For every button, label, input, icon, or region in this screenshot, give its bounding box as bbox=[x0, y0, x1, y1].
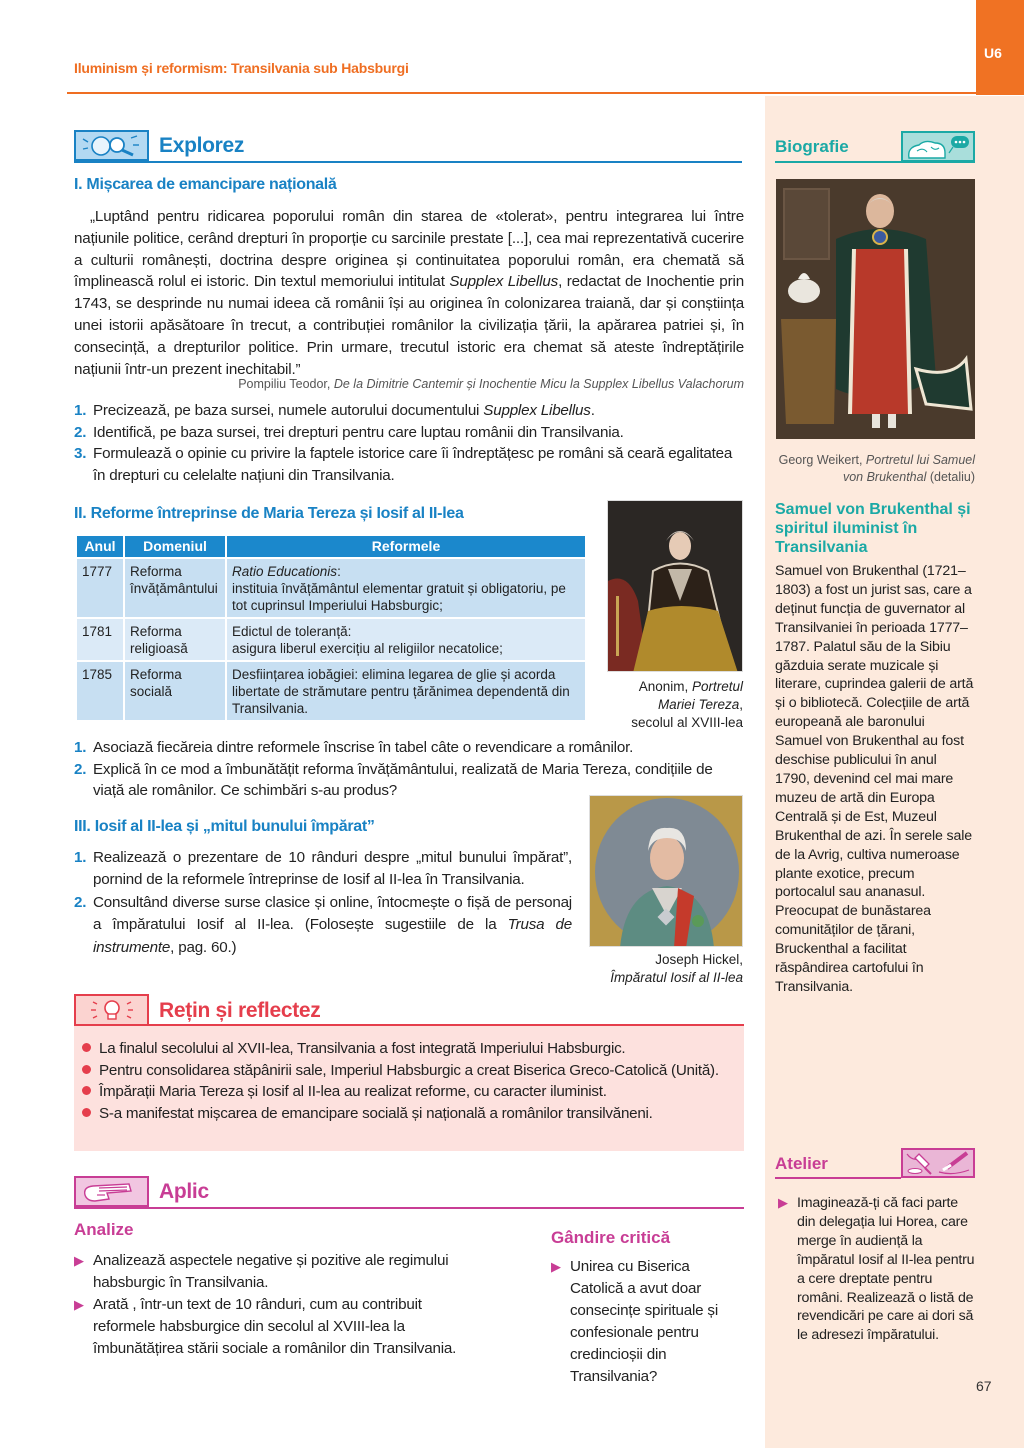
section-heading-1: I. Mișcarea de emancipare națională bbox=[74, 176, 337, 193]
analize-item bbox=[74, 1250, 469, 1294]
cell-year: 1777 bbox=[77, 559, 123, 617]
question-item bbox=[74, 892, 572, 959]
caption-author: Georg Weikert, bbox=[778, 453, 866, 467]
maria-tereza-caption bbox=[600, 678, 743, 732]
retin-divider bbox=[74, 1024, 744, 1026]
quote-text: „Luptând pentru ridicarea poporului român din starea de «tolerat», pentru integrarea lui între națiunile politice, cerând drepturi în proporție cu sarcinile prestate [...], cea mai reprezentativă cucerire a culturii românești, doctrina despre originea și continuitatea poporului român, era chemată să împlinească rolul ei istoric. Din textul memoriului intitulat bbox=[74, 208, 744, 291]
iosif-portrait bbox=[589, 795, 743, 947]
reform-title-suffix: : bbox=[337, 564, 341, 579]
bullet-item bbox=[82, 1038, 742, 1060]
source-title: De la Dimitrie Cantemir și Inochentie Micu la Supplex Libellus Valachorum bbox=[333, 377, 744, 391]
triangle-bullet-icon: ▶ bbox=[778, 1195, 788, 1210]
explorez-divider bbox=[74, 161, 742, 163]
caption-title: Portretul Mariei Tereza bbox=[657, 679, 743, 712]
painting-tools-icon bbox=[901, 1148, 975, 1178]
cell-reform bbox=[227, 662, 585, 720]
source-author: Pompiliu Teodor, bbox=[238, 377, 334, 391]
caption-date: secolul al XVIII-lea bbox=[631, 715, 743, 730]
section-heading-2: II. Reforme întreprinse de Maria Tereza și Iosif al II-lea bbox=[74, 505, 464, 522]
question-text: Formulează o opinie cu privire la faptele istorice care îi îndreptățesc pe români să ceară egalitatea în drepturi cu celelalte națiuni din Transilvania. bbox=[93, 445, 733, 484]
question-number: 2. bbox=[74, 423, 87, 441]
retin-header bbox=[74, 994, 321, 1026]
bullet-text: Împărații Maria Tereza și Iosif al II-lea au realizat reforme, cu caracter iluminist. bbox=[99, 1083, 607, 1100]
biografie-divider bbox=[775, 161, 975, 163]
question-item bbox=[74, 400, 744, 422]
bullet-item bbox=[82, 1081, 742, 1103]
quote-text: , redactat de Inochentie prin 1743, se desprinde nu numai ideea că românii își au originea în colonizarea traiană, dar și conștiința unei istorii apăsătoare în trecut, a contribuției românilor la civilizația țării, la apărarea patriei și, în consecință, a drepturilor politice. Prin urmare, trecutul istoric era chemat să ateste îndreptățirile națiunii într-un prezent inechitabil.” bbox=[74, 273, 744, 378]
question-number: 1. bbox=[74, 739, 87, 756]
gandire-list bbox=[551, 1256, 741, 1388]
gandire-item bbox=[551, 1256, 741, 1388]
cell-year: 1785 bbox=[77, 662, 123, 720]
table-row bbox=[77, 662, 585, 720]
table-header-year: Anul bbox=[77, 536, 123, 557]
gandire-heading: Gândire critică bbox=[551, 1228, 671, 1247]
question-italic: Trusa de instrumente bbox=[93, 916, 572, 956]
atelier-divider bbox=[775, 1177, 901, 1179]
atelier-text: Imaginează-ți că faci parte din delegația lui Horea, care merge în audiență la împăratul Iosif al II-lea pentru a cere dreptate pentru români. Realizează o listă de revendicări pe care ai dori să le adresezi împăratului. bbox=[797, 1195, 975, 1344]
table-header-domain: Domeniul bbox=[125, 536, 225, 557]
biografie-label: Biografie bbox=[775, 137, 849, 156]
reform-text: instituia învățământul elementar gratuit și obligatoriu, pe tot cuprinsul Imperiului Habsburgic; bbox=[232, 581, 566, 613]
caption-text: , bbox=[739, 697, 743, 712]
question-text: . bbox=[590, 402, 595, 419]
bullet-dot bbox=[82, 1065, 91, 1074]
cell-year: 1781 bbox=[77, 619, 123, 660]
writing-hand-icon bbox=[74, 1176, 149, 1207]
maria-tereza-portrait bbox=[607, 500, 743, 672]
analize-text: Arată , într-un text de 10 rânduri, cum au contribuit reformele habsburgice din secolul al XVIII-lea la îmbunătățirea stării sociale a românilor din Transilvania. bbox=[93, 1296, 457, 1357]
caption-title: Împăratul Iosif al II-lea bbox=[610, 970, 743, 985]
section2-questions bbox=[74, 737, 744, 802]
section1-questions bbox=[74, 400, 744, 486]
caption-text: (detaliu) bbox=[926, 470, 975, 484]
aplic-divider bbox=[74, 1207, 744, 1209]
question-number: 2. bbox=[74, 893, 87, 911]
triangle-bullet-icon: ▶ bbox=[74, 1253, 84, 1268]
question-text: Identifică, pe baza sursei, trei drepturi pentru care luptau românii din Transilvania. bbox=[93, 423, 624, 441]
gandire-text: Unirea cu Biserica Catolică a avut doar consecințe spirituale și confesionale pentru credincioșii din Transilvania? bbox=[570, 1258, 718, 1385]
lightbulb-icon bbox=[74, 994, 149, 1026]
question-number: 1. bbox=[74, 402, 87, 419]
question-number: 2. bbox=[74, 760, 87, 778]
analize-item bbox=[74, 1294, 469, 1360]
section-heading-3: III. Iosif al II-lea și „mitul bunului împărat” bbox=[74, 818, 375, 835]
caption-author: Joseph Hickel, bbox=[655, 952, 743, 967]
atelier-item bbox=[778, 1194, 978, 1345]
bullet-dot bbox=[82, 1043, 91, 1052]
question-item bbox=[74, 737, 744, 759]
quote-italic: Supplex Libellus bbox=[449, 273, 559, 291]
question-item bbox=[74, 847, 572, 892]
analize-heading: Analize bbox=[74, 1220, 134, 1239]
brukenthal-caption bbox=[776, 452, 975, 486]
atelier-list bbox=[778, 1194, 978, 1345]
section3-questions bbox=[74, 847, 572, 959]
question-item bbox=[74, 443, 744, 486]
unit-label: U6 bbox=[984, 45, 1002, 61]
bullet-item bbox=[82, 1060, 742, 1082]
cell-domain: Reforma socială bbox=[125, 662, 225, 720]
brukenthal-portrait bbox=[776, 179, 975, 439]
question-text: Explică în ce mod a îmbunătățit reforma învățământului, realizată de Maria Tereza, condițiile de viață ale românilor. Ce schimbări s-au produs? bbox=[93, 760, 713, 799]
reform-title: Edictul de toleranță: bbox=[232, 624, 352, 639]
magnifier-globe-icon bbox=[74, 130, 149, 161]
aplic-header bbox=[74, 1176, 209, 1207]
question-text: Precizează, pe baza sursei, numele autorului documentului bbox=[93, 402, 484, 419]
caption-title: Portretul lui Samuel von Brukenthal bbox=[842, 453, 975, 484]
bullet-dot bbox=[82, 1086, 91, 1095]
header-divider bbox=[67, 92, 976, 94]
atelier-label: Atelier bbox=[775, 1154, 828, 1173]
analize-list bbox=[74, 1250, 469, 1360]
biografie-text: Samuel von Brukenthal (1721–1803) a fost un jurist sas, care a deținut funcția de guvernator al Transilvaniei în perioada 1777–1787. Palatul său de la Sibiu găzduia serate muzicale și literare, cuprindea galerii de artă și o bibliotecă. Colecțiile de artă europeană ale baronului Samuel von Brukenthal au fost deschise publicului în anul 1790, devenind cel mai mare muzeu de artă din Europa Centrală și de Est, Muzeul Brukenthal de azi. În serele sale de la Avrig, cultiva numeroase plante exotice, precum portocalul sau ananasul. Preocupat de bunăstarea comunităților de țărani, Bruckenthal a facilitat răspândirea cartofului în Transilvania. bbox=[775, 563, 974, 995]
explorez-header bbox=[74, 130, 244, 161]
table-row bbox=[77, 619, 585, 660]
retin-title: Rețin și reflectez bbox=[159, 999, 321, 1022]
cell-domain: Reforma învățământului bbox=[125, 559, 225, 617]
retin-bullets bbox=[82, 1038, 742, 1124]
bullet-text: La finalul secolului al XVII-lea, Transilvania a fost integrată Imperiului Habsburgic. bbox=[99, 1040, 626, 1057]
bullet-dot bbox=[82, 1108, 91, 1117]
cell-domain: Reforma religioasă bbox=[125, 619, 225, 660]
analize-text: Analizează aspectele negative și pozitive ale regimului habsburgic în Transilvania. bbox=[93, 1252, 449, 1291]
triangle-bullet-icon: ▶ bbox=[551, 1259, 561, 1274]
aplic-title: Aplic bbox=[159, 1180, 209, 1203]
biografie-title: Samuel von Brukenthal și spiritul iluminist în Transilvania bbox=[775, 501, 971, 556]
unit-tab bbox=[976, 0, 1024, 95]
question-italic: Supplex Libellus bbox=[483, 402, 591, 419]
reforms-table bbox=[75, 534, 587, 722]
explorez-title: Explorez bbox=[159, 134, 245, 157]
bullet-text: Pentru consolidarea stăpânirii sale, Imperiul Habsburgic a creat Biserica Greco-Catolică (Unită). bbox=[99, 1061, 719, 1079]
brain-speech-bubble-icon bbox=[901, 131, 975, 162]
reform-title: Ratio Educationis bbox=[232, 564, 338, 579]
source-quote bbox=[74, 206, 744, 380]
question-text: , pag. 60.) bbox=[170, 938, 237, 956]
question-number: 1. bbox=[74, 849, 87, 866]
bullet-text: S-a manifestat mișcarea de emancipare socială și națională a românilor transilvăneni. bbox=[99, 1104, 653, 1122]
reform-text: Desființarea iobăgiei: elimina legarea de glie și acorda libertate de strămutare pentru țărănimea dependentă din Transilvania. bbox=[232, 667, 570, 716]
quote-source bbox=[74, 377, 744, 391]
cell-reform bbox=[227, 559, 585, 617]
caption-author: Anonim, bbox=[638, 679, 692, 694]
running-title: Iluminism și reformism: Transilvania sub Habsburgi bbox=[74, 60, 409, 76]
question-number: 3. bbox=[74, 445, 87, 462]
page-number: 67 bbox=[976, 1378, 992, 1394]
question-text: Consultând diverse surse clasice și online, întocmește o fișă de personaj a împăratului Iosif al II-lea. (Folosește sugestiile de la bbox=[93, 893, 572, 934]
table-row bbox=[77, 559, 585, 617]
iosif-caption bbox=[560, 951, 743, 987]
question-item bbox=[74, 422, 744, 444]
triangle-bullet-icon: ▶ bbox=[74, 1297, 84, 1312]
question-text: Asociază fiecăreia dintre reformele înscrise în tabel câte o revendicare a românilor. bbox=[93, 739, 634, 756]
bullet-item bbox=[82, 1103, 742, 1125]
table-header-reforms: Reformele bbox=[227, 536, 585, 557]
reform-text: asigura liberul exercițiu al religiilor necatolice; bbox=[232, 641, 503, 656]
cell-reform bbox=[227, 619, 585, 660]
question-text: Realizează o prezentare de 10 rânduri despre „mitul bunului împărat”, pornind de la reformele întreprinse de Iosif al II-lea în Transilvania. bbox=[93, 849, 572, 889]
